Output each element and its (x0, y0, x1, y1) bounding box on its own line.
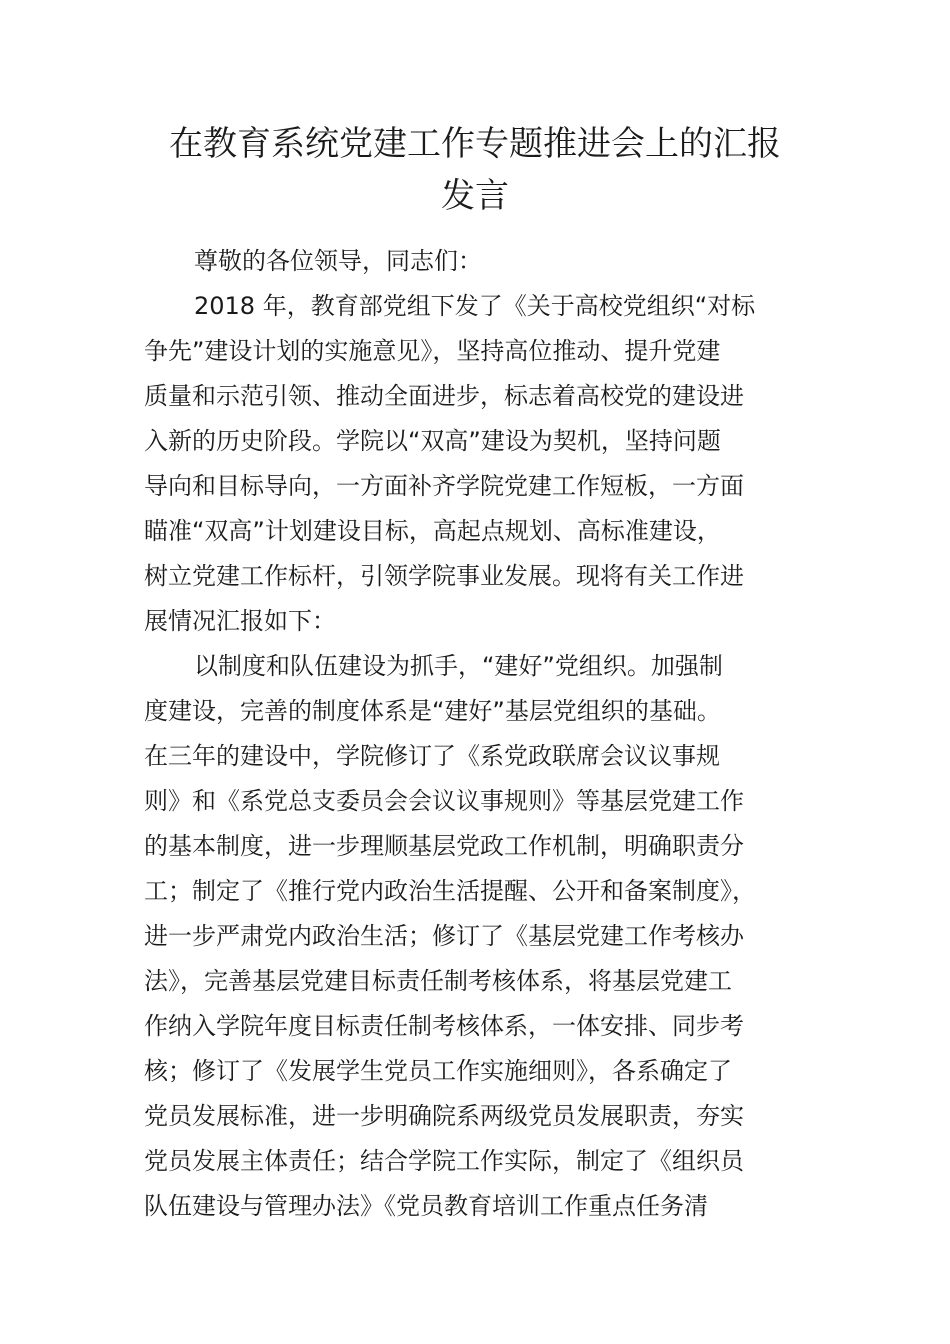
paragraph-2-line: 作纳入学院年度目标责任制考核体系，一体安排、同步考 (144, 1012, 744, 1040)
paragraph-2-line: 核；修订了《发展学生党员工作实施细则》，各系确定了 (144, 1057, 732, 1085)
paragraph-1-line: 展情况汇报如下： (144, 607, 336, 635)
paragraph-1-line: 质量和示范引领、推动全面进步，标志着高校党的建设进 (144, 382, 744, 410)
paragraph-2-line: 在三年的建设中，学院修订了《系党政联席会议议事规 (144, 742, 720, 770)
paragraph-2-line: 度建设，完善的制度体系是“建好”基层党组织的基础。 (144, 697, 721, 725)
paragraph-1-line: 争先”建设计划的实施意见》，坚持高位推动、提升党建 (144, 337, 721, 365)
paragraph-2-line: 以制度和队伍建设为抓手，“建好”党组织。加强制 (194, 652, 723, 680)
title-line-1: 在教育系统党建工作专题推进会上的汇报 (169, 124, 781, 164)
paragraph-2-line: 法》，完善基层党建目标责任制考核体系，将基层党建工 (144, 967, 732, 995)
document-body (144, 239, 814, 1229)
paragraph-1-line: 导向和目标导向，一方面补齐学院党建工作短板，一方面 (144, 472, 744, 500)
paragraph-2-line: 党员发展标准，进一步明确院系两级党员发展职责，夯实 (144, 1102, 744, 1130)
paragraph-1-line: 入新的历史阶段。学院以“双高”建设为契机，坚持问题 (144, 427, 721, 455)
paragraph-2-line: 工；制定了《推行党内政治生活提醒、公开和备案制度》， (144, 877, 756, 905)
paragraph-1-line: 2018 年，教育部党组下发了《关于高校党组织“对标 (194, 292, 756, 320)
paragraph-2-line: 的基本制度，进一步理顺基层党政工作机制，明确职责分 (144, 832, 744, 860)
paragraph-2 (144, 644, 814, 1229)
title-line-2: 发言 (441, 176, 509, 216)
paragraph-1 (144, 284, 814, 644)
paragraph-1-line: 树立党建工作标杆，引领学院事业发展。现将有关工作进 (144, 562, 744, 590)
salutation: 尊敬的各位领导，同志们： (194, 247, 482, 275)
paragraph-2-line: 则》和《系党总支委员会会议议事规则》等基层党建工作 (144, 787, 744, 815)
paragraph-1-line: 瞄准“双高”计划建设目标，高起点规划、高标准建设， (144, 517, 721, 545)
paragraph-2-line: 进一步严肃党内政治生活；修订了《基层党建工作考核办 (144, 922, 744, 950)
document-title (140, 118, 810, 222)
paragraph-2-line: 队伍建设与管理办法》《党员教育培训工作重点任务清 (144, 1192, 708, 1220)
paragraph-2-line: 党员发展主体责任；结合学院工作实际，制定了《组织员 (144, 1147, 744, 1175)
